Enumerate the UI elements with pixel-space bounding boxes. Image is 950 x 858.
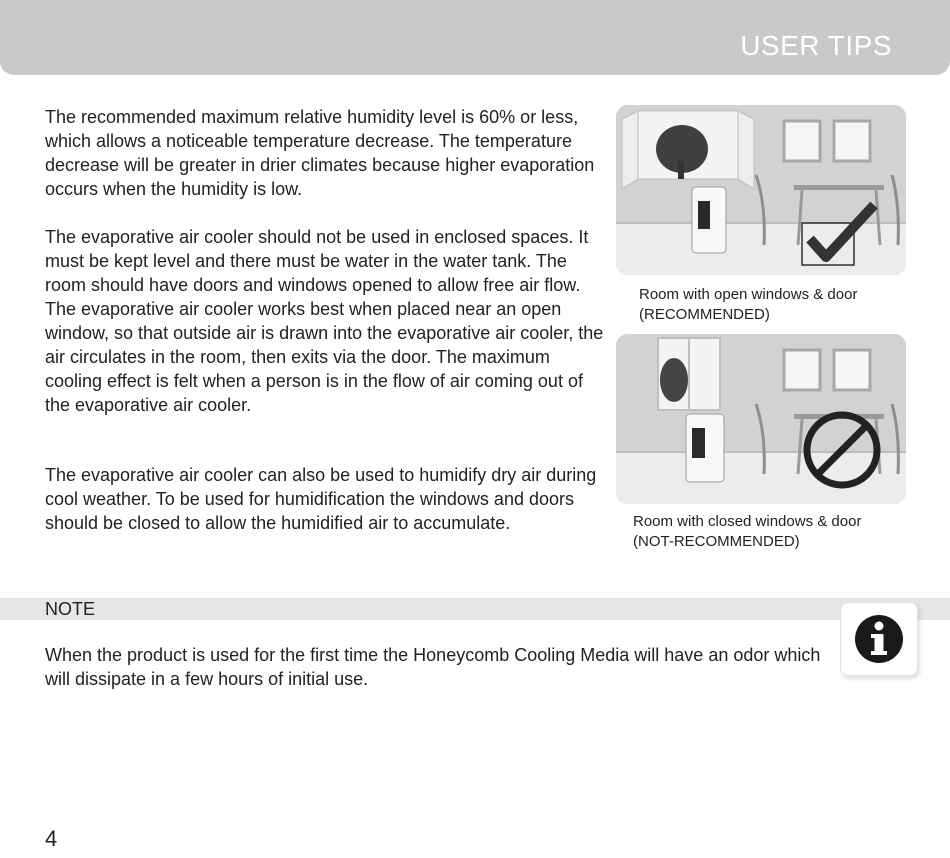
note-text: When the product is used for the first time the Honeycomb Cooling Media will have an odor which will dissipate in a few hours of initial use. xyxy=(45,645,821,689)
room-open-windows-image xyxy=(616,105,906,275)
paragraph-humidification: The evaporative air cooler can also be used to humidify dry air during cool weather. To be used for humidification the windows and doors should be closed to allow the humidified air to accumulate. xyxy=(45,465,597,533)
page-title: USER TIPS xyxy=(740,30,892,61)
caption-not-recommended-line2: (NOT-RECOMMENDED) xyxy=(633,533,800,550)
caption-recommended xyxy=(639,285,857,325)
caption-recommended-line2: (RECOMMENDED) xyxy=(639,306,770,323)
page-number: 4 xyxy=(45,826,58,851)
info-icon xyxy=(853,613,905,665)
room-closed-windows-image xyxy=(616,334,906,504)
paragraph-ventilation: The evaporative air cooler should not be used in enclosed spaces. It must be kept level and there must be water in the water tank. The room should have doors and windows opened to allow free air flow. The evaporative air cooler works best when placed near an open window, so that outside air is drawn into the evaporative air cooler, the air circulates in the room, then exits via the door. The maximum cooling effect is felt when a person is in the flow of air coming out of the evaporative air cooler. xyxy=(45,227,604,415)
caption-recommended-line1: Room with open windows & door xyxy=(639,286,858,303)
paragraph-humidity: The recommended maximum relative humidity level is 60% or less, which allows a noticeable temperature decrease. The temperature decrease will be greater in drier climates because higher evaporation occurs when the humidity is low. xyxy=(45,107,595,199)
info-badge xyxy=(840,602,918,676)
note-bar xyxy=(0,598,950,620)
caption-not-recommended-line1: Room with closed windows & door xyxy=(633,513,862,530)
note-title: NOTE xyxy=(45,599,96,619)
caption-not-recommended xyxy=(633,512,861,552)
page-header xyxy=(0,0,950,75)
